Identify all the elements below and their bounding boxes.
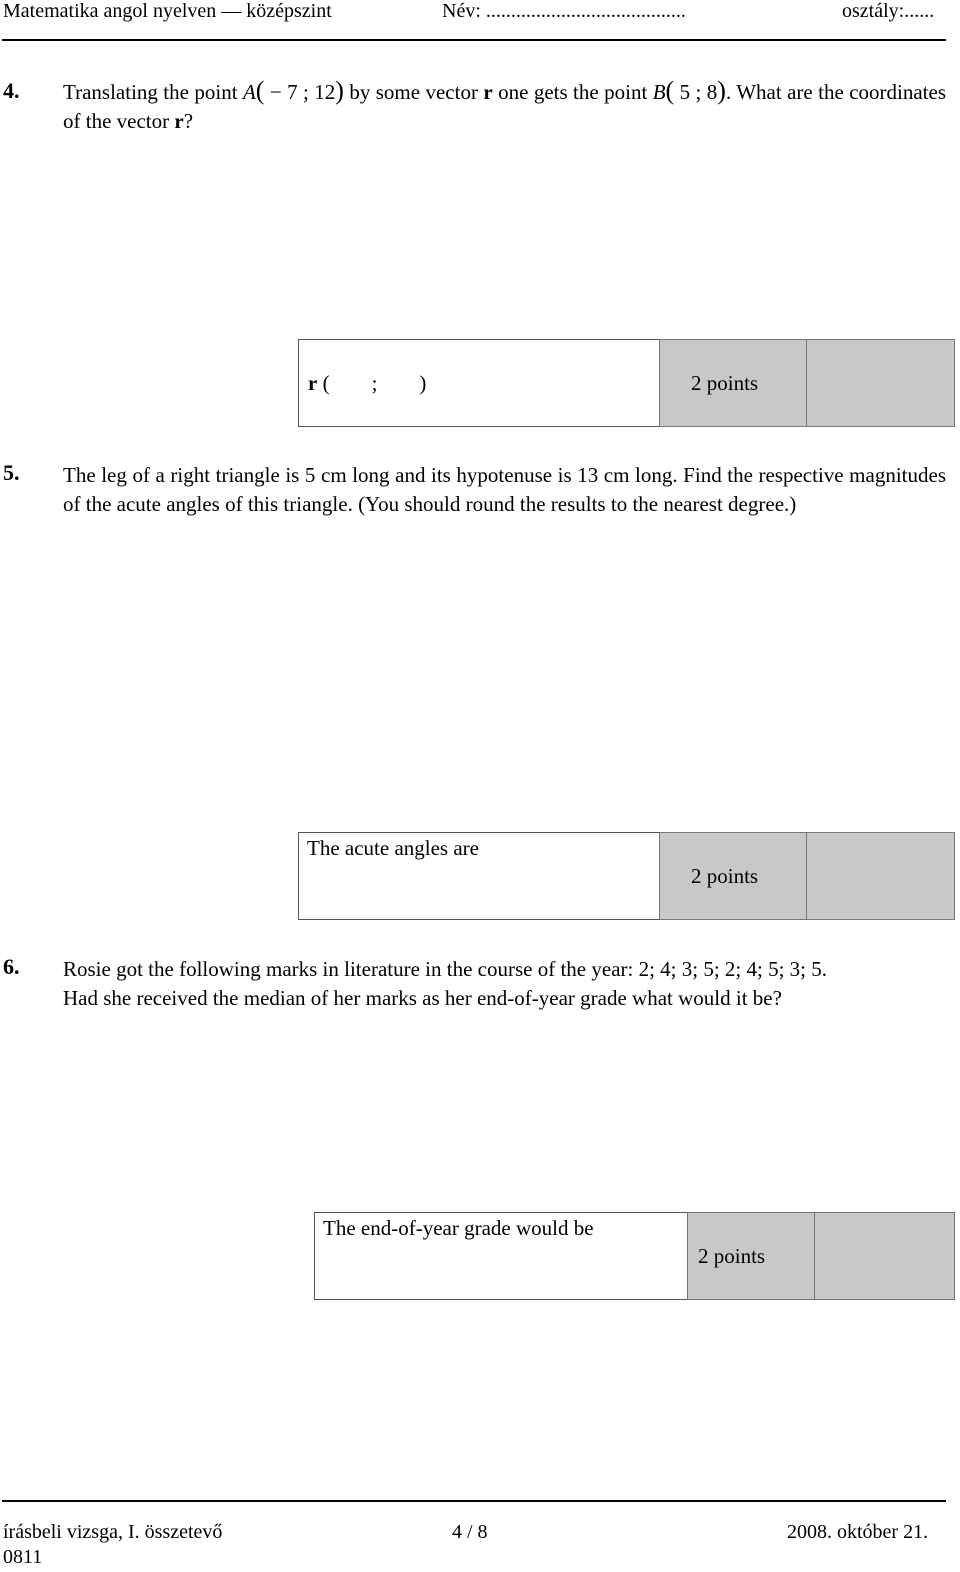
question-6-answer-box[interactable]: [314, 1212, 687, 1300]
point-a-coords: − 7 ; 12: [264, 80, 336, 104]
question-6-points-cell: [687, 1212, 815, 1300]
question-6-answer-row: [314, 1212, 955, 1300]
answer-coords-template: ( ; ): [322, 371, 427, 395]
question-6-text: [63, 955, 946, 1013]
vector-symbol: r: [483, 80, 493, 104]
question-6-points: 2 points: [698, 1244, 766, 1268]
question-6-score-cell[interactable]: [815, 1212, 955, 1300]
footer-date: 2008. október 21.: [787, 1521, 929, 1543]
footer-rule: [2, 1500, 946, 1502]
question-4-points-cell: [659, 339, 807, 427]
question-4-text: Translating the point A( − 7 ; 12) by some vector r one gets the point B( 5 ; 8). What are the coordinates of the vector r?: [63, 76, 946, 133]
answer-vector-label: r: [308, 371, 318, 395]
page-header: [0, 0, 960, 28]
question-4-number: 4.: [3, 78, 20, 103]
question-5-points-cell: [659, 832, 807, 920]
question-4-answer-box[interactable]: [298, 339, 659, 427]
question-5-number: 5.: [3, 460, 20, 485]
question-4-score-cell[interactable]: [807, 339, 955, 427]
question-6-number: 6.: [3, 954, 20, 979]
footer-page-number: 4 / 8: [452, 1521, 488, 1543]
question-5-answer-label: The acute angles are: [307, 836, 479, 860]
header-name-field: Név: ........................................: [442, 0, 686, 22]
question-6-line-2: Had she received the median of her marks as her end-of-year grade what would it be?: [63, 986, 782, 1010]
question-6-answer-label: The end-of-year grade would be: [323, 1216, 594, 1240]
header-subject: Matematika angol nyelven — középszint: [3, 0, 332, 22]
question-5-text: The leg of a right triangle is 5 cm long and its hypotenuse is 13 cm long. Find the respective magnitudes of the acute angles of this triangle. (You should round the results to the nearest degree.): [63, 463, 946, 516]
point-b-coords: 5 ; 8: [674, 80, 718, 104]
question-5-answer-box[interactable]: [298, 832, 659, 920]
header-rule: [2, 39, 946, 41]
question-5-answer-row: [298, 832, 955, 920]
question-6-line-1: Rosie got the following marks in literature in the course of the year: 2; 4; 3; 5; 2; 4; 5; 3; 5.: [63, 957, 828, 981]
question-4-answer-row: [298, 339, 955, 427]
question-5-score-cell[interactable]: [807, 832, 955, 920]
question-5-points: 2 points: [691, 864, 759, 888]
header-class-field: osztály:......: [842, 0, 935, 22]
footer-code: 0811: [3, 1546, 43, 1568]
point-b-label: B: [652, 80, 666, 104]
point-a-label: A: [242, 80, 256, 104]
footer-exam: írásbeli vizsga, I. összetevő: [3, 1521, 223, 1543]
question-4-points: 2 points: [691, 371, 759, 395]
